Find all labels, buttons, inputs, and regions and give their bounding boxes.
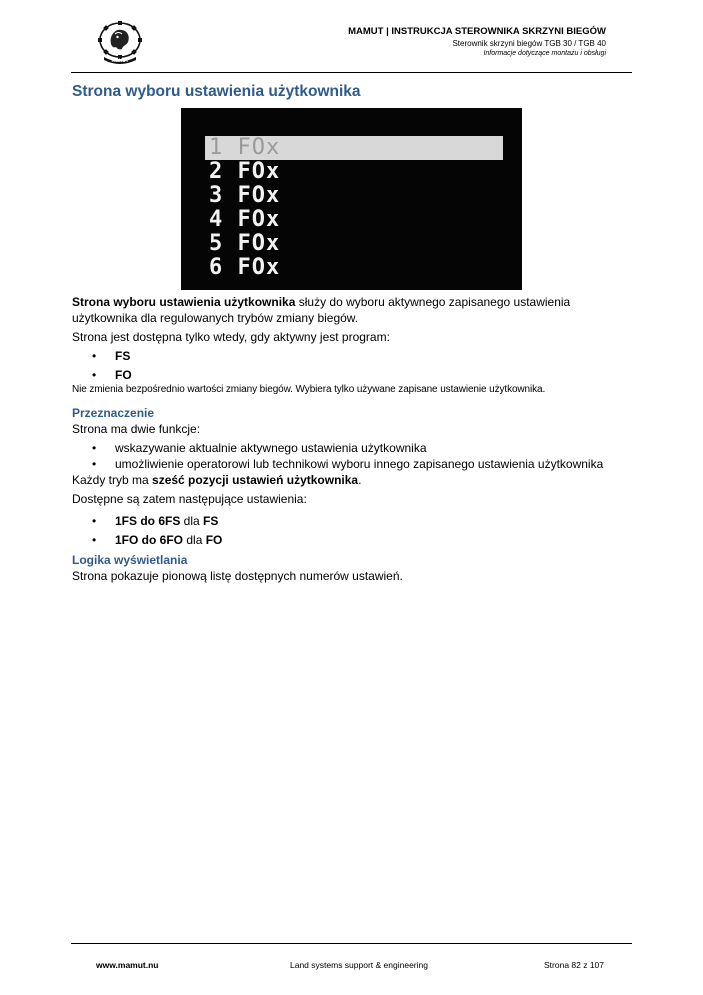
company-logo xyxy=(95,20,145,64)
document-subtitle: Sterownik skrzyni biegów TGB 30 / TGB 40 xyxy=(452,39,606,48)
mode-post: . xyxy=(358,473,362,487)
mode-pre: Każdy tryb ma xyxy=(72,473,153,487)
screen-row: 4 FOx xyxy=(209,207,281,232)
setting-mode: FO xyxy=(205,533,223,547)
footer-divider xyxy=(71,943,632,944)
mode-text xyxy=(72,472,632,488)
setting-range: 1FS do 6FS xyxy=(115,514,181,528)
available-text: Dostępne są zatem następujące ustawienia: xyxy=(72,492,307,506)
logic-text: Strona pokazuje pionową listę dostępnych numerów ustawień. xyxy=(72,569,403,583)
setting-mode: FS xyxy=(203,514,219,528)
program-item xyxy=(72,348,632,364)
screen-row: 5 FOx xyxy=(209,231,281,256)
screen-row: 2 FOx xyxy=(209,159,281,184)
page-title: Strona wyboru ustawienia użytkownika xyxy=(72,83,361,100)
document-title: MAMUT | INSTRUKCJA STEROWNIKA SKRZYNI BIEGÓW xyxy=(348,26,606,37)
footer-tagline: Land systems support & engineering xyxy=(290,960,428,970)
program-label: FO xyxy=(115,368,132,382)
intro-bold: Strona wyboru ustawienia użytkownika xyxy=(72,295,296,309)
setting-for: dla xyxy=(183,533,206,547)
screen-row: 3 FOx xyxy=(209,183,281,208)
availability-text: Strona jest dostępna tylko wtedy, gdy aktywny jest program: xyxy=(72,330,390,344)
display-screenshot xyxy=(181,108,522,290)
setting-range: 1FO do 6FO xyxy=(115,533,184,547)
footer-page-number: Strona 82 z 107 xyxy=(544,960,605,970)
function-item: • umożliwienie operatorowi lub technikowi wyboru innego zapisanego ustawienia użytkownika xyxy=(72,456,632,472)
footer-website-link[interactable]: www.mamut.nu xyxy=(96,960,159,970)
setting-item xyxy=(72,513,632,529)
section-heading-logic: Logika wyświetlania xyxy=(72,553,188,567)
header-divider xyxy=(71,72,632,73)
setting-for: dla xyxy=(180,514,204,528)
setting-item xyxy=(72,532,632,548)
function-item: • wskazywanie aktualnie aktywnego ustawienia użytkownika xyxy=(72,440,632,456)
program-item xyxy=(72,367,632,383)
document-subtitle-italic: Informacje dotyczące montażu i obsługi xyxy=(483,50,606,57)
purpose-intro: Strona ma dwie funkcje: xyxy=(72,422,201,436)
note-text: Nie zmienia bezpośrednio wartości zmiany biegów. Wybiera tylko używane zapisane ustawienie użytkownika. xyxy=(72,384,546,395)
page-content xyxy=(72,294,632,584)
document-header xyxy=(348,26,606,59)
intro-rest: służy do wyboru aktywnego zapisanego ustawienia użytkownika dla regulowanych trybów zmiany biegów. xyxy=(72,295,571,325)
svg-text:MAMUT: MAMUT xyxy=(111,58,129,63)
screen-row-selected: 1 FOx xyxy=(205,136,503,160)
section-heading-purpose: Przeznaczenie xyxy=(72,406,155,420)
program-label: FS xyxy=(115,349,131,363)
mode-bold: sześć pozycji ustawień użytkownika xyxy=(152,473,359,487)
intro-paragraph xyxy=(72,294,632,326)
screen-row: 6 FOx xyxy=(209,255,281,280)
